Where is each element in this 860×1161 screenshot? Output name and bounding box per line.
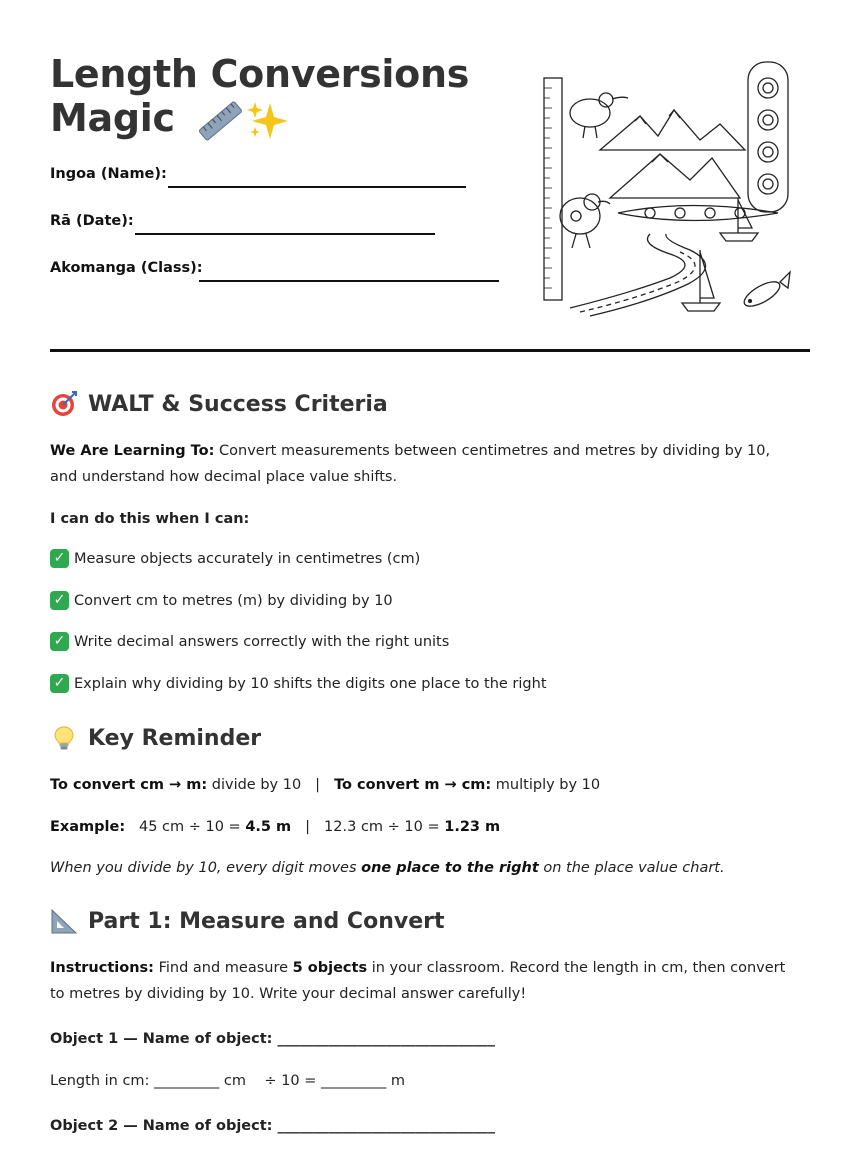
rule-separator: | xyxy=(315,777,321,793)
reminder-heading-text: Key Reminder xyxy=(88,725,262,751)
part1-instructions xyxy=(50,955,795,1007)
date-label: Rā (Date): xyxy=(50,213,134,229)
header-divider xyxy=(50,349,810,352)
criteria-item xyxy=(50,674,547,693)
example1-answer: 4.5 m xyxy=(245,819,292,835)
example2-answer: 1.23 m xyxy=(444,819,501,835)
reminder-heading xyxy=(50,724,261,752)
kiwi-bird-icon xyxy=(570,93,628,138)
criteria-item xyxy=(50,591,393,610)
rule1-label: To convert cm → m: xyxy=(50,777,208,793)
pou-carving-icon xyxy=(748,62,788,212)
criteria-item xyxy=(50,632,449,651)
class-input-line[interactable] xyxy=(199,280,499,282)
date-input-line[interactable] xyxy=(135,233,435,235)
walt-intro-text: Convert measurements between centimetres and metres by dividing by 10, and understand how decimal place value shifts. xyxy=(50,443,771,485)
place-value-note xyxy=(50,855,795,881)
triangular-ruler-icon xyxy=(50,907,78,935)
example1-text: 45 cm ÷ 10 = xyxy=(138,819,246,835)
instructions-bold: 5 objects xyxy=(292,960,368,976)
walt-heading-text: WALT & Success Criteria xyxy=(88,391,388,417)
instructions-label: Instructions: xyxy=(50,960,154,976)
page-title xyxy=(50,52,469,144)
criteria-text: Convert cm to metres (m) by dividing by 10 xyxy=(74,592,393,609)
measuring-tape-icon xyxy=(544,78,562,300)
note-post: on the place value chart. xyxy=(538,860,725,876)
mountains-icon xyxy=(600,110,745,198)
check-icon: ✓ xyxy=(50,591,69,610)
walt-intro xyxy=(50,438,795,490)
criteria-text: Explain why dividing by 10 shifts the digits one place to the right xyxy=(74,675,547,692)
rule2-label: To convert m → cm: xyxy=(334,777,492,793)
walt-intro-label: We Are Learning To: xyxy=(50,443,215,459)
example2-text: 12.3 cm ÷ 10 = xyxy=(324,819,445,835)
name-input-line[interactable] xyxy=(168,186,466,188)
check-icon: ✓ xyxy=(50,632,69,651)
date-field xyxy=(50,213,134,229)
can-do-label: I can do this when I can: xyxy=(50,511,250,527)
object2-label[interactable]: Object 2 — Name of object: ______________________________ xyxy=(50,1118,496,1134)
criteria-item xyxy=(50,549,420,568)
name-field xyxy=(50,166,167,182)
object1-label[interactable]: Object 1 — Name of object: ______________________________ xyxy=(50,1031,496,1047)
part1-heading xyxy=(50,907,444,935)
target-icon xyxy=(50,390,78,418)
ruler-icon xyxy=(196,98,252,144)
object1-length-line[interactable]: Length in cm: _________ cm ÷ 10 = _________ m xyxy=(50,1073,405,1089)
title-line-1: Length Conversions xyxy=(50,52,470,96)
criteria-text: Measure objects accurately in centimetres (cm) xyxy=(74,550,421,567)
coloring-illustration xyxy=(540,58,802,320)
title-line-2: Magic xyxy=(50,96,175,140)
note-bold: one place to the right xyxy=(361,860,539,876)
fish-icon xyxy=(741,272,790,311)
check-icon: ✓ xyxy=(50,674,69,693)
lightbulb-icon xyxy=(50,724,78,752)
note-pre: When you divide by 10, every digit moves xyxy=(50,860,362,876)
walt-heading xyxy=(50,390,388,418)
example-label: Example: xyxy=(50,819,126,835)
class-field xyxy=(50,260,203,276)
example-line xyxy=(50,814,795,840)
sparkles-icon xyxy=(246,99,290,143)
instructions-pre: Find and measure xyxy=(153,960,293,976)
conversion-rules xyxy=(50,772,795,798)
rule1-text: divide by 10 xyxy=(207,777,302,793)
part1-heading-text: Part 1: Measure and Convert xyxy=(88,908,445,934)
example-separator: | xyxy=(305,819,311,835)
name-label: Ingoa (Name): xyxy=(50,166,167,182)
check-icon: ✓ xyxy=(50,549,69,568)
criteria-text: Write decimal answers correctly with the right units xyxy=(74,633,450,650)
instructions-post: in your classroom. Record the length in cm, then convert to metres by dividing by 10. Write your decimal answer carefully! xyxy=(50,960,786,1002)
rule2-text: multiply by 10 xyxy=(491,777,601,793)
road-icon xyxy=(570,234,706,316)
sailboat-icon xyxy=(682,198,758,311)
class-label: Akomanga (Class): xyxy=(50,260,203,276)
bird-icon xyxy=(560,194,610,248)
